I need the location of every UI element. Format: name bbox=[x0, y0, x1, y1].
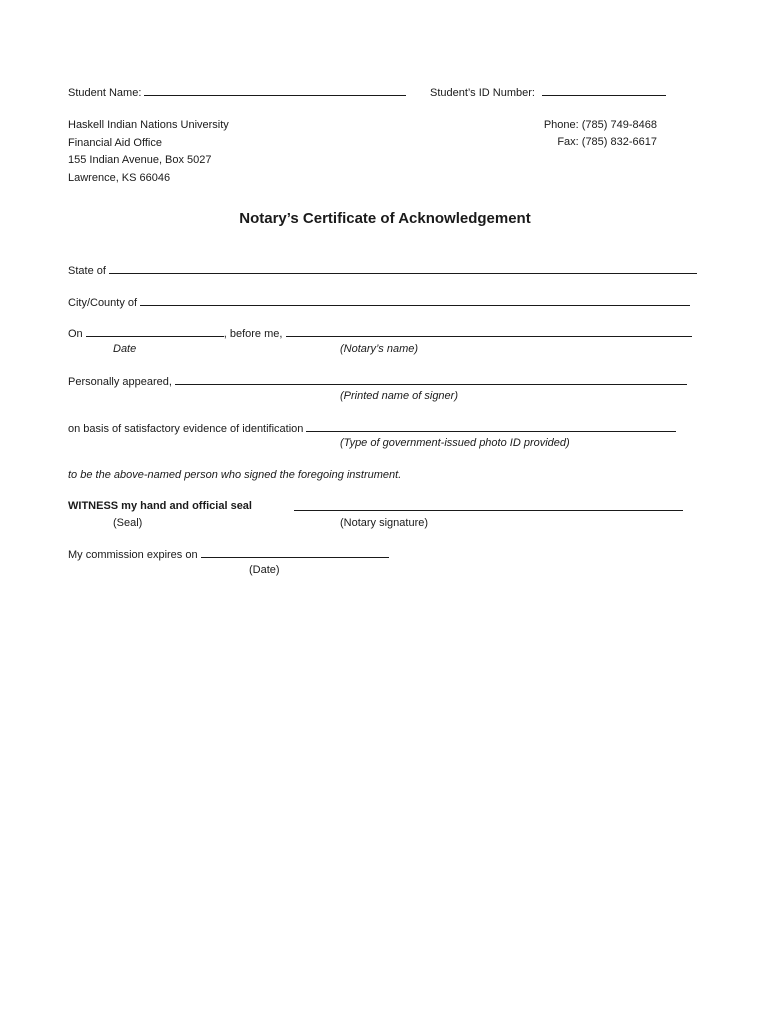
commission-date-caption: (Date) bbox=[249, 564, 280, 576]
address-line-street: 155 Indian Avenue, Box 5027 bbox=[68, 154, 212, 166]
notary-signature-row bbox=[294, 499, 683, 515]
student-name-row bbox=[68, 84, 406, 100]
identification-row bbox=[68, 420, 676, 436]
contact-block bbox=[544, 117, 657, 151]
signer-name-field[interactable] bbox=[175, 373, 687, 385]
address-block bbox=[68, 117, 229, 187]
city-county-row bbox=[68, 294, 690, 310]
student-name-label: Student Name: bbox=[68, 87, 142, 99]
date-field[interactable] bbox=[86, 325, 224, 337]
notary-name-caption: (Notary’s name) bbox=[340, 343, 419, 355]
document-title: Notary’s Certificate of Acknowledgement bbox=[239, 210, 531, 227]
on-label: On bbox=[68, 328, 83, 340]
student-id-label: Student’s ID Number: bbox=[430, 87, 535, 99]
date-caption: Date bbox=[113, 343, 137, 355]
statement-text: to be the above-named person who signed the foregoing instrument. bbox=[68, 469, 402, 481]
seal-caption: (Seal) bbox=[113, 517, 143, 529]
id-type-caption: (Type of government-issued photo ID provided) bbox=[340, 437, 570, 449]
student-name-field[interactable] bbox=[144, 84, 406, 96]
fax-number: Fax: (785) 832-6617 bbox=[557, 136, 657, 148]
student-id-row bbox=[430, 84, 666, 100]
phone-number: Phone: (785) 749-8468 bbox=[543, 119, 657, 131]
student-id-field[interactable] bbox=[542, 84, 666, 96]
city-county-label: City/County of bbox=[68, 297, 138, 309]
address-line-city: Lawrence, KS 66046 bbox=[68, 171, 171, 184]
state-label: State of bbox=[68, 265, 106, 277]
address-line-university: Haskell Indian Nations University bbox=[68, 119, 229, 131]
notary-signature-field[interactable] bbox=[294, 499, 683, 511]
address-line-office: Financial Aid Office bbox=[68, 136, 162, 149]
id-type-field[interactable] bbox=[306, 420, 676, 432]
city-county-field[interactable] bbox=[140, 294, 690, 306]
before-me-label: , before me, bbox=[223, 328, 283, 340]
state-row bbox=[68, 262, 697, 278]
personally-appeared-label: Personally appeared, bbox=[68, 376, 172, 388]
commission-label: My commission expires on bbox=[68, 549, 198, 561]
commission-row bbox=[68, 546, 389, 562]
commission-date-field[interactable] bbox=[201, 546, 389, 558]
notary-signature-caption: (Notary signature) bbox=[340, 517, 429, 529]
date-notary-row bbox=[68, 325, 692, 341]
identification-label: on basis of satisfactory evidence of identification bbox=[68, 423, 304, 435]
personally-appeared-row bbox=[68, 373, 687, 389]
notary-name-field[interactable] bbox=[286, 325, 692, 337]
state-field[interactable] bbox=[109, 262, 697, 274]
witness-label: WITNESS my hand and official seal bbox=[68, 500, 252, 512]
printed-name-caption: (Printed name of signer) bbox=[340, 390, 458, 402]
